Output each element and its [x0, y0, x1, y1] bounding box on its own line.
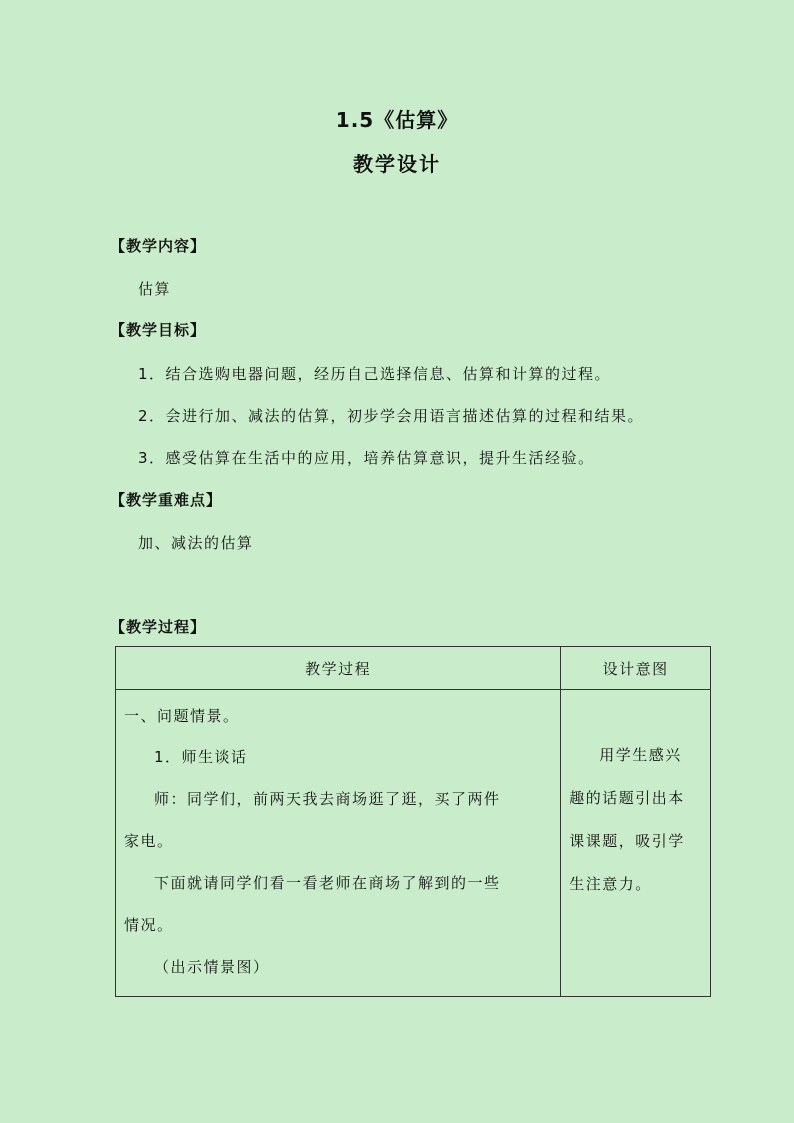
table-header-row	[116, 647, 711, 690]
process-line: 情况。	[124, 916, 174, 934]
intent-line: 生注意力。	[569, 875, 652, 893]
intent-line: 趣的话题引出本	[569, 789, 685, 807]
process-line: 家电。	[124, 832, 174, 850]
section-heading-goals: 【教学目标】	[110, 321, 207, 339]
document-title: 1.5《估算》	[335, 108, 459, 132]
process-line: 师：同学们，前两天我去商场逛了逛，买了两件	[154, 790, 501, 808]
key-points-text: 加、减法的估算	[138, 534, 254, 552]
process-line: 一、问题情景。	[124, 707, 240, 725]
section-heading-content: 【教学内容】	[110, 237, 207, 255]
table-row	[116, 690, 711, 997]
process-line: （出示情景图）	[154, 958, 270, 976]
goal-item-1: 1．结合选购电器问题，经历自己选择信息、估算和计算的过程。	[138, 365, 612, 383]
table-header-intent: 设计意图	[561, 647, 711, 690]
process-line: 1．师生谈话	[154, 748, 248, 766]
intent-line: 课课题，吸引学	[569, 832, 685, 850]
section-heading-process: 【教学过程】	[110, 618, 207, 636]
intent-line: 用学生感兴	[599, 746, 682, 764]
process-cell	[116, 690, 561, 997]
intent-cell	[561, 690, 711, 997]
teaching-process-table	[115, 646, 711, 997]
goal-item-3: 3．感受估算在生活中的应用，培养估算意识，提升生活经验。	[138, 449, 595, 467]
process-line: 下面就请同学们看一看老师在商场了解到的一些	[154, 874, 501, 892]
document-subtitle: 教学设计	[353, 152, 441, 176]
section-heading-key-points: 【教学重难点】	[110, 491, 223, 509]
goal-item-2: 2．会进行加、减法的估算，初步学会用语言描述估算的过程和结果。	[138, 407, 645, 425]
content-text: 估算	[138, 280, 172, 298]
table-header-process: 教学过程	[116, 647, 561, 690]
